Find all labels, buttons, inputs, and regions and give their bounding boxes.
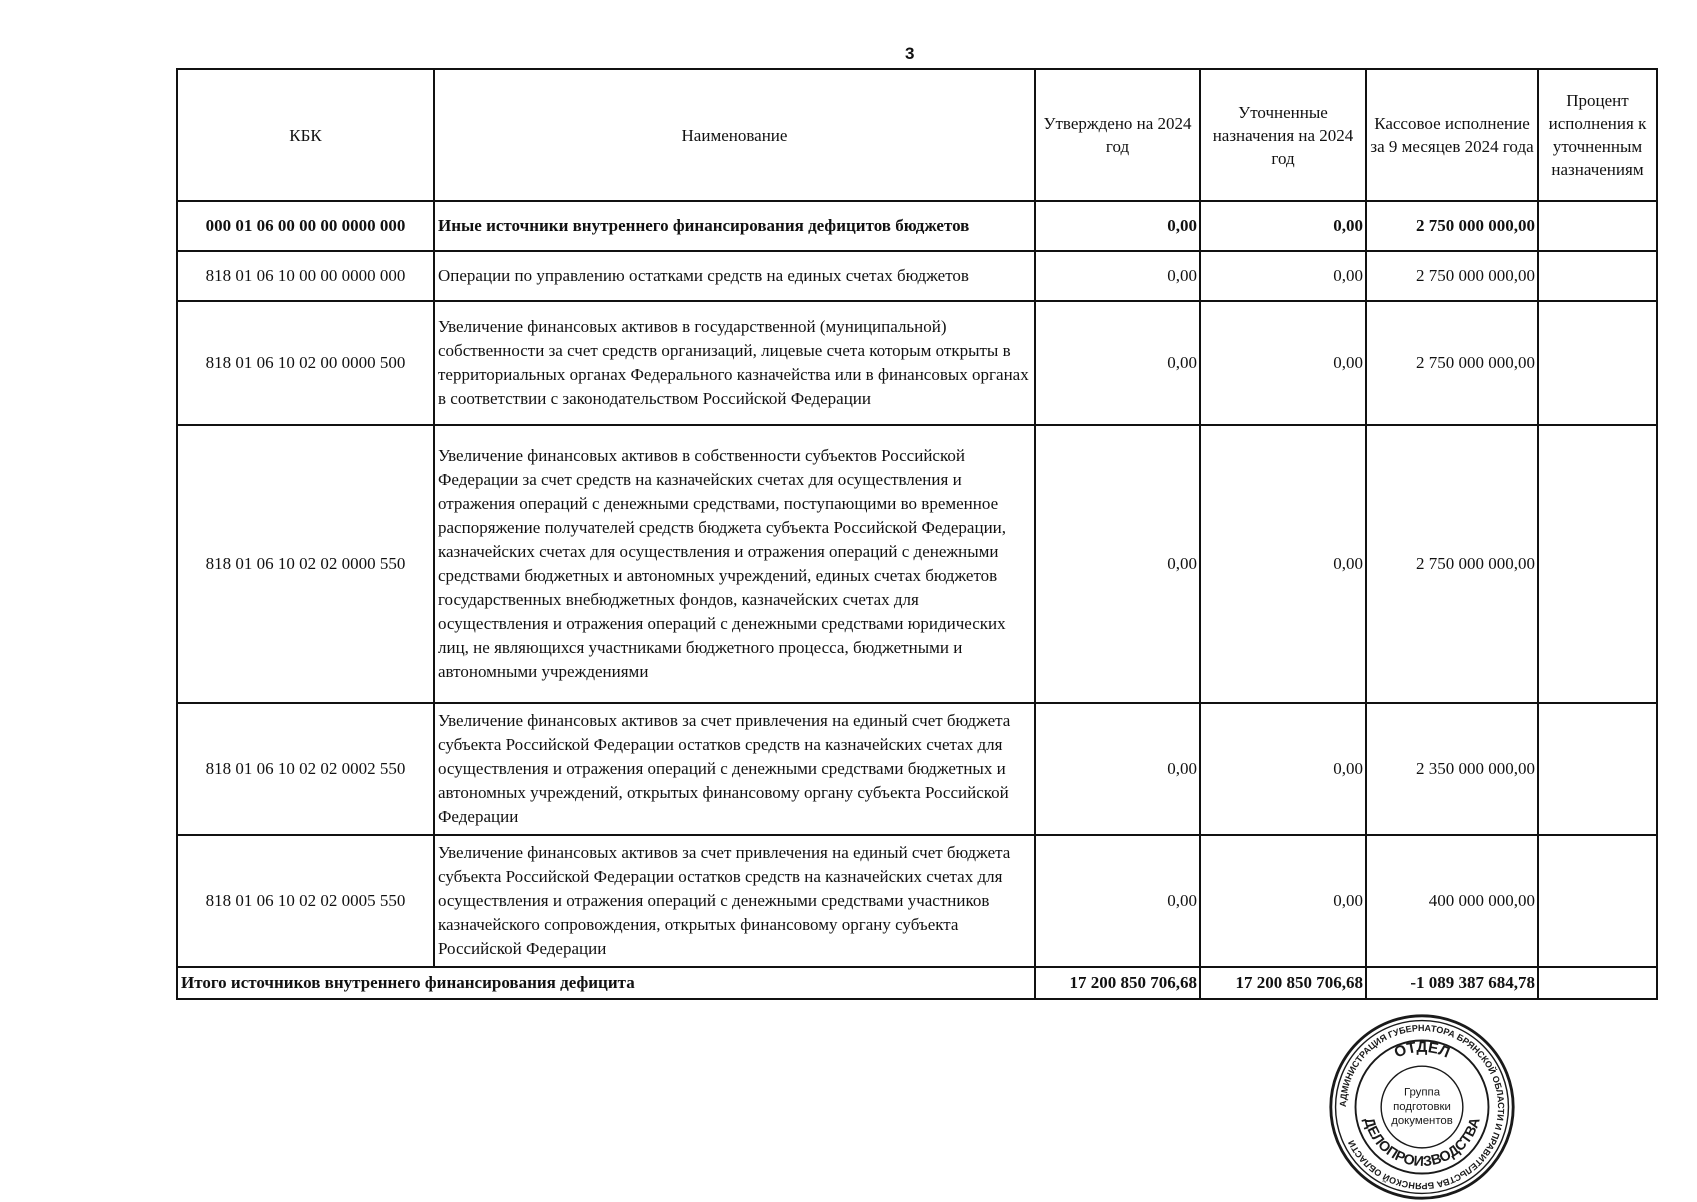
cash-cell: 2 750 000 000,00 [1366, 251, 1538, 301]
total-refined: 17 200 850 706,68 [1200, 967, 1366, 999]
official-seal-stamp [1327, 1012, 1517, 1202]
header-name: Наименование [434, 69, 1035, 201]
refined-cell: 0,00 [1200, 425, 1366, 703]
refined-cell: 0,00 [1200, 301, 1366, 425]
header-approved: Утверждено на 2024 год [1035, 69, 1200, 201]
percent-cell [1538, 201, 1657, 251]
table-row [177, 251, 1657, 301]
name-cell: Увеличение финансовых активов за счет привлечения на единый счет бюджета субъекта Российской Федерации остатков средств на казначейских счетах для осуществления и отражения операций с денежными средствами участников казначейского сопровождения, открытых финансовому органу субъекта Российской Федерации [434, 835, 1035, 967]
header-cash: Кассовое исполнение за 9 месяцев 2024 года [1366, 69, 1538, 201]
total-cash: -1 089 387 684,78 [1366, 967, 1538, 999]
refined-cell: 0,00 [1200, 835, 1366, 967]
kbk-cell: 818 01 06 10 00 00 0000 000 [177, 251, 434, 301]
kbk-cell: 818 01 06 10 02 00 0000 500 [177, 301, 434, 425]
approved-cell: 0,00 [1035, 703, 1200, 835]
refined-cell: 0,00 [1200, 201, 1366, 251]
table-row [177, 201, 1657, 251]
kbk-cell: 000 01 06 00 00 00 0000 000 [177, 201, 434, 251]
kbk-cell: 818 01 06 10 02 02 0002 550 [177, 703, 434, 835]
header-kbk: КБК [177, 69, 434, 201]
kbk-cell: 818 01 06 10 02 02 0000 550 [177, 425, 434, 703]
header-refined: Уточненные назначения на 2024 год [1200, 69, 1366, 201]
budget-sources-table [176, 68, 1658, 1000]
percent-cell [1538, 251, 1657, 301]
percent-cell [1538, 425, 1657, 703]
total-approved: 17 200 850 706,68 [1035, 967, 1200, 999]
seal-outer-text: АДМИНИСТРАЦИЯ ГУБЕРНАТОРА БРЯНСКОЙ ОБЛАСТИ И ПРАВИТЕЛЬСТВА БРЯНСКОЙ ОБЛАСТИ [1337, 1022, 1507, 1192]
seal-center-line-3: документов [1391, 1115, 1453, 1128]
approved-cell: 0,00 [1035, 835, 1200, 967]
seal-top-text: ОТДЕЛ [1391, 1038, 1453, 1062]
refined-cell: 0,00 [1200, 703, 1366, 835]
cash-cell: 2 350 000 000,00 [1366, 703, 1538, 835]
name-cell: Увеличение финансовых активов в собственности субъектов Российской Федерации за счет средств на казначейских счетах для осуществления и отражения операций с денежными средствами, поступающими во временное распоряжение получателей средств бюджета субъекта Российской Федерации, казначейских счетах для осуществления и отражения операций с денежными средствами бюджетных и автономных учреждений, единых счетах бюджетов государственных внебюджетных фондов, казначейских счетах для осуществления и отражения операций с денежными средствами юридических лиц, не являющихся участниками бюджетного процесса, бюджетными и автономными учреждениями [434, 425, 1035, 703]
seal-bottom-text: ДЕЛОПРОИЗВОДСТВА [1360, 1115, 1484, 1171]
page-number: 3 [905, 44, 915, 63]
table-header-row [177, 69, 1657, 201]
total-row [177, 967, 1657, 999]
table-row [177, 301, 1657, 425]
cash-cell: 2 750 000 000,00 [1366, 301, 1538, 425]
approved-cell: 0,00 [1035, 201, 1200, 251]
seal-center-line-1: Группа [1403, 1086, 1441, 1099]
approved-cell: 0,00 [1035, 301, 1200, 425]
total-label: Итого источников внутреннего финансирования дефицита [177, 967, 1035, 999]
name-cell: Увеличение финансовых активов в государственной (муниципальной) собственности за счет средств организаций, лицевые счета которым открыты в территориальных органах Федерального казначейства или в финансовых органах в соответствии с законодательством Российской Федерации [434, 301, 1035, 425]
seal-center-line-2: подготовки [1393, 1100, 1451, 1113]
approved-cell: 0,00 [1035, 425, 1200, 703]
percent-cell [1538, 301, 1657, 425]
kbk-cell: 818 01 06 10 02 02 0005 550 [177, 835, 434, 967]
cash-cell: 2 750 000 000,00 [1366, 425, 1538, 703]
header-percent: Процент исполнения к уточненным назначениям [1538, 69, 1657, 201]
table-row [177, 835, 1657, 967]
refined-cell: 0,00 [1200, 251, 1366, 301]
name-cell: Операции по управлению остатками средств на единых счетах бюджетов [434, 251, 1035, 301]
table-row [177, 425, 1657, 703]
name-cell: Иные источники внутреннего финансирования дефицитов бюджетов [434, 201, 1035, 251]
cash-cell: 400 000 000,00 [1366, 835, 1538, 967]
percent-cell [1538, 703, 1657, 835]
approved-cell: 0,00 [1035, 251, 1200, 301]
cash-cell: 2 750 000 000,00 [1366, 201, 1538, 251]
table-row [177, 703, 1657, 835]
total-percent [1538, 967, 1657, 999]
percent-cell [1538, 835, 1657, 967]
name-cell: Увеличение финансовых активов за счет привлечения на единый счет бюджета субъекта Российской Федерации остатков средств на казначейских счетах для осуществления и отражения операций с денежными средствами бюджетных и автономных учреждений, открытых финансовому органу субъекта Российской Федерации [434, 703, 1035, 835]
